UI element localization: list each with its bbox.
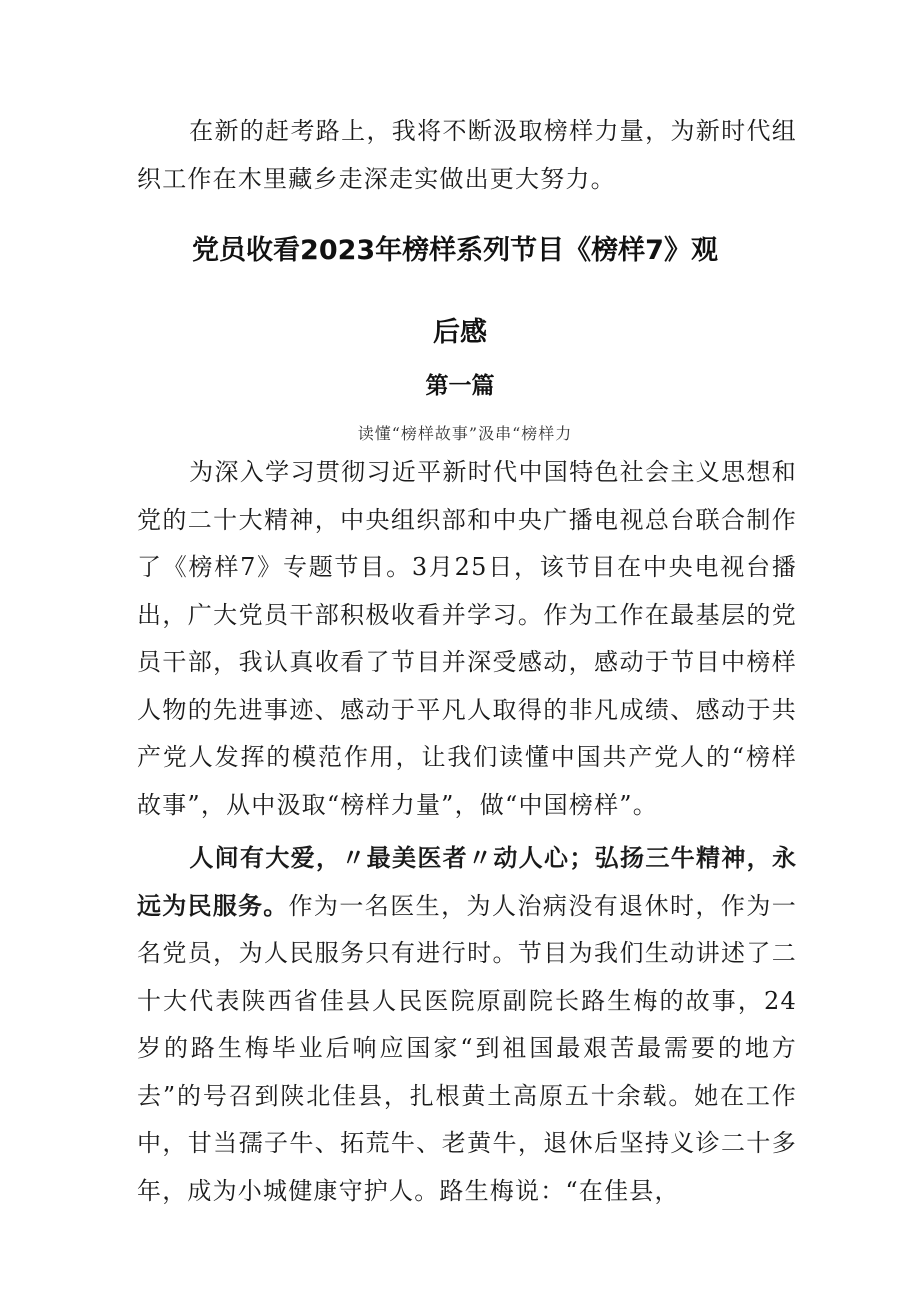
document-title-line1: 党员收看2023年榜样系列节目《榜样7》观 <box>192 235 718 266</box>
paragraph-2-body: 作为一名医生，为人治病没有退休时，作为一名党员，为人民服务只有进行时。节目为我们生动讲述了二十大代表陕西省佳县人民医院原副院长路生梅的故事，24岁的路生梅毕业后响应国家“到祖国最艰苦最需要的地方去”的号召到陕北佳县，扎根黄土高原五十余载。她在工作中，甘当孺子牛、拓荒牛、老黄牛，退休后坚持义诊二十多年，成为小城健康守护人。路生梅说：“在佳县， <box>137 891 798 1205</box>
part-label: 第一篇 <box>425 373 495 399</box>
document-title-line2: 后感 <box>433 317 487 348</box>
body-paragraph-1 <box>137 449 797 829</box>
intro-paragraph-text: 在新的赶考路上，我将不断汲取榜样力量，为新时代组织工作在木里藏乡走深走实做出更大努力。 <box>137 117 797 193</box>
paragraph-2-lead: 人间有大爱，〃最美医者〃动人心；弘扬三牛精神，永远为民服务。 <box>137 844 797 920</box>
body-paragraph-2 <box>137 835 797 1215</box>
intro-paragraph <box>137 108 797 203</box>
section-caption: 读懂“榜样故事”汲串“榜样力 <box>357 424 573 443</box>
body-paragraph-1-text: 为深入学习贯彻习近平新时代中国特色社会主义思想和党的二十大精神，中央组织部和中央广播电视总台联合制作了《榜样7》专题节目。3月25日，该节目在中央电视台播出，广大党员干部积极收看并学习。作为工作在最基层的党员干部，我认真收看了节目并深受感动，感动于节目中榜样人物的先进事迹、感动于平凡人取得的非凡成绩、感动于共产党人发挥的模范作用，让我们读懂中国共产党人的“榜样故事”，从中汲取“榜样力量”，做“中国榜样”。 <box>137 458 797 819</box>
